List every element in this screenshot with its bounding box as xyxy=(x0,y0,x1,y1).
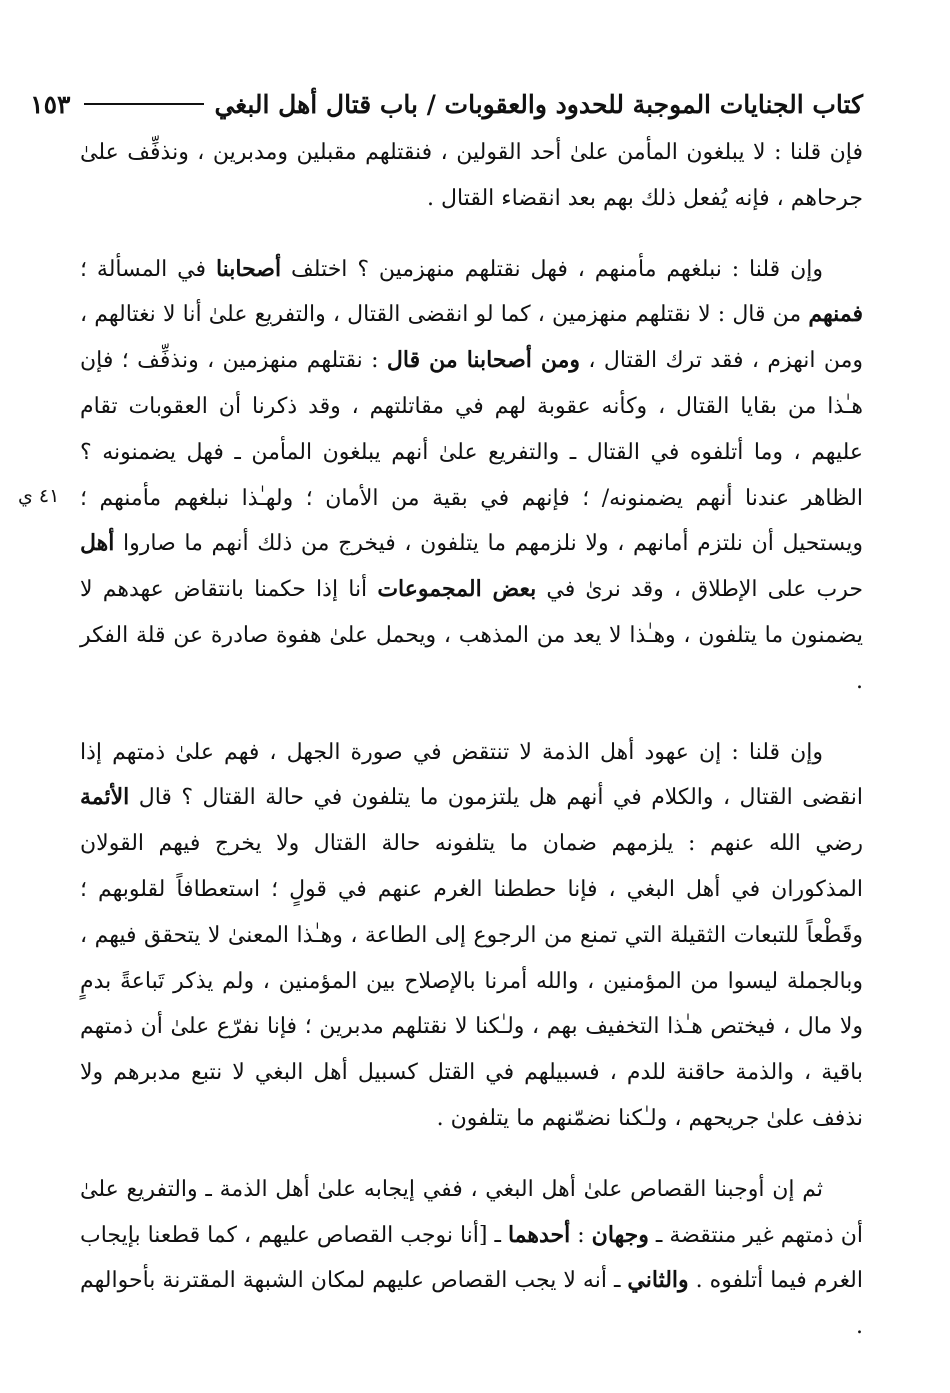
bold-term: ومن أصحابنا من قال xyxy=(386,347,581,374)
bold-term: والثاني xyxy=(627,1267,689,1294)
bold-term: بعض المجموعات xyxy=(377,576,537,603)
text-run: وإن قلنا : إن عهود أهل الذمة لا تنتقض في صورة الجهل ، فهم علىٰ ذمتهم إذا انقضى القتال ، والكلام في أنهم هل يلتزمون ما يتلفون في حالة القتال ؟ قال xyxy=(80,739,863,811)
bold-term: وجهان xyxy=(591,1221,649,1248)
bold-term: أحدهما xyxy=(507,1221,571,1248)
text-run: ثم إن أوجبنا القصاص علىٰ أهل البغي ، ففي إيجابه علىٰ أهل الذمة ـ والتفريع علىٰ أن ذمتهم غير منتقضة ـ xyxy=(80,1176,863,1248)
paragraph xyxy=(80,130,863,222)
page-number: ١٥٣ xyxy=(30,89,71,119)
running-header xyxy=(30,84,863,124)
text-body xyxy=(80,130,863,1375)
bold-term: الأئمة xyxy=(80,784,130,811)
bold-term: فمنهم xyxy=(808,301,863,328)
margin-note: ٤١ ي xyxy=(18,485,60,507)
paragraph xyxy=(80,1167,863,1350)
text-run: أنا إذا حكمنا بانتقاض عهدهم لا يضمنون ما يتلفون ، وهـٰذا لا يعد من المذهب ، ويحمل علىٰ هفوة صادرة عن قلة الفكر . xyxy=(80,577,863,694)
text-run: من قال : لا نقتلهم منهزمين ، كما لو انقضى القتال ، والتفريع علىٰ أنا لا نغتالهم ، ومن انهزم ، فقد ترك القتال ، xyxy=(80,302,864,374)
text-run: : xyxy=(570,1222,592,1248)
paragraph xyxy=(80,730,863,1142)
text-run: ـ أنه لا يجب القصاص عليهم لمكان الشبهة المقترنة بأحوالهم . xyxy=(80,1268,863,1340)
paragraph xyxy=(80,247,863,705)
header-title: كتاب الجنايات الموجبة للحدود والعقوبات / باب قتال أهل البغي xyxy=(214,89,863,119)
text-run: فإن قلنا : لا يبلغون المأمن علىٰ أحد القولين ، فنقتلهم مقبلين ومدبرين ، ونذفِّف علىٰ جرحاهم ، فإنه يُفعل ذلك بهم بعد انقضاء القتال . xyxy=(80,140,863,211)
text-run: : نقتلهم منهزمين ، ونذفِّف ؛ فإن هـٰذا من بقايا القتال ، وكأنه عقوبة لهم في مقاتلتهم ، وقد ذكرنا أن العقوبات تقام عليهم ، وما أتلفوه في القتال ـ والتفريع علىٰ أنهم يبلغون المأمن ـ فهل يضمنونه ؟ الظاهر عندنا أنهم يضمنونه/ ؛ فإنهم في بقية من الأمان ؛ ولهـٰذا نبلغهم مأمنهم ؛ ويستحيل أن نلتزم أمانهم ، ولا نلزمهم ما يتلفون ، فيخرج من ذلك أنهم ما صاروا xyxy=(80,348,863,557)
text-run: حرب على الإطلاق ، وقد نرىٰ في xyxy=(536,577,863,603)
text-run: ـ [أنا نوجب القصاص عليهم ، كما قطعنا بإيجاب الغرم فيما أتلفوه . xyxy=(80,1222,863,1294)
bold-term: أهل xyxy=(80,530,115,557)
bold-term: أصحابنا xyxy=(215,255,282,282)
text-run: في المسألة ؛ xyxy=(80,256,216,282)
header-rule xyxy=(84,103,204,105)
text-run: وإن قلنا : نبلغهم مأمنهم ، فهل نقتلهم منهزمين ؟ اختلف xyxy=(281,256,823,282)
text-run: رضي الله عنهم : يلزمهم ضمان ما يتلفونه حالة القتال ولا يخرج فيهم القولان المذكوران في أهل البغي ، فإنا حططنا الغرم عنهم في قولٍ ؛ استعطافاً لقلوبهم ؛ وقَطْعاً للتبعات الثقيلة التي تمنع من الرجوع إلى الطاعة ، وهـٰذا المعنىٰ لا يتحقق فيهم ، وبالجملة ليسوا من المؤمنين ، والله أمرنا بالإصلاح بين المؤمنين ، ولم يذكر تَباعةً بدمٍ ولا مال ، فيختص هـٰذا التخفيف بهم ، ولـٰكنا لا نقتلهم مدبرين ؛ فإنا نفرّع علىٰ أن ذمتهم باقية ، والذمة حاقنة للدم ، فسبيلهم في القتل كسبيل أهل البغي لا نتبع مدبرهم ولا نذفف علىٰ جريحهم ، ولـٰكنا نضمّنهم ما يتلفون . xyxy=(80,831,863,1131)
